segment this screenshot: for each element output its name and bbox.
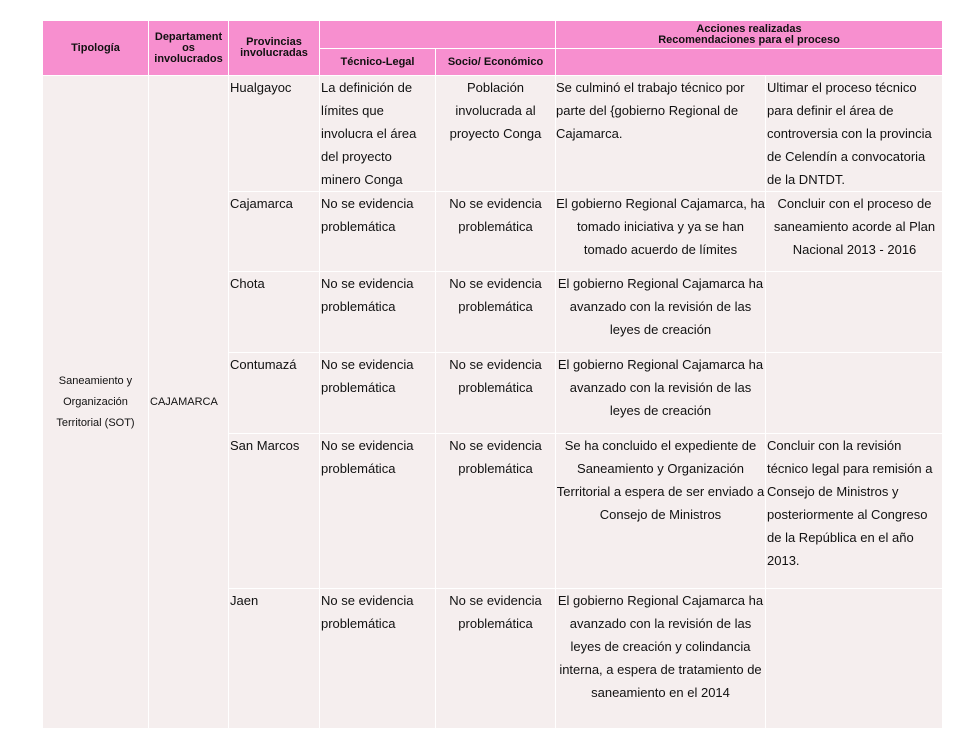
header-acciones: Acciones realizadas — [696, 22, 802, 35]
socio-cell: No se evidencia problemática — [436, 589, 556, 729]
tipologia-cell: Saneamiento y Organización Territorial (SOT) — [43, 76, 149, 729]
header-row-top — [43, 21, 943, 49]
recomendaciones-cell: Concluir con el proceso de saneamiento acorde al Plan Nacional 2013 - 2016 — [766, 192, 943, 272]
header-acciones-recomendaciones — [556, 21, 943, 49]
header-socio-economico: Socio/ Económico — [436, 49, 556, 76]
tecnico-cell: No se evidencia problemática — [320, 589, 436, 729]
provincia-cell: Cajamarca — [229, 192, 320, 272]
recomendaciones-cell — [766, 353, 943, 434]
acciones-cell: El gobierno Regional Cajamarca ha avanzado con la revisión de las leyes de creación — [556, 353, 766, 434]
provincia-cell: San Marcos — [229, 434, 320, 589]
recomendaciones-cell: Ultimar el proceso técnico para definir el área de controversia con la provincia de Celendín a convocatoria de la DNTDT. — [766, 76, 943, 192]
acciones-cell: El gobierno Regional Cajamarca ha avanzado con la revisión de las leyes de creación — [556, 272, 766, 353]
sot-table — [42, 20, 943, 729]
socio-cell: No se evidencia problemática — [436, 434, 556, 589]
tecnico-cell: No se evidencia problemática — [320, 434, 436, 589]
acciones-cell: Se culminó el trabajo técnico por parte del {gobierno Regional de Cajamarca. — [556, 76, 766, 192]
header-sub-blank — [556, 49, 943, 76]
tecnico-cell: No se evidencia problemática — [320, 272, 436, 353]
header-blank — [320, 21, 556, 49]
departamento-cell: CAJAMARCA — [149, 76, 229, 729]
tecnico-cell: No se evidencia problemática — [320, 353, 436, 434]
socio-cell: No se evidencia problemática — [436, 272, 556, 353]
header-tecnico-legal: Técnico-Legal — [320, 49, 436, 76]
socio-cell: No se evidencia problemática — [436, 192, 556, 272]
header-recomendaciones: Recomendaciones para el proceso — [658, 33, 840, 46]
acciones-cell: Se ha concluido el expediente de Saneamiento y Organización Territorial a espera de ser enviado a Consejo de Ministros — [556, 434, 766, 589]
table-row — [43, 76, 943, 192]
header-departamentos: Departament os involucrados — [149, 21, 229, 76]
header-provincias: Provincias involucradas — [229, 21, 320, 76]
recomendaciones-cell: Concluir con la revisión técnico legal para remisión a Consejo de Ministros y posteriormente al Congreso de la República en el año 2013. — [766, 434, 943, 589]
provincia-cell: Jaen — [229, 589, 320, 729]
header-tipologia: Tipología — [43, 21, 149, 76]
socio-cell: Población involucrada al proyecto Conga — [436, 76, 556, 192]
provincia-cell: Hualgayoc — [229, 76, 320, 192]
socio-cell: No se evidencia problemática — [436, 353, 556, 434]
acciones-cell: El gobierno Regional Cajamarca ha avanzado con la revisión de las leyes de creación y colindancia interna, a espera de tratamiento de saneamiento en el 2014 — [556, 589, 766, 729]
provincia-cell: Chota — [229, 272, 320, 353]
acciones-cell: El gobierno Regional Cajamarca, ha tomado iniciativa y ya se han tomado acuerdo de límites — [556, 192, 766, 272]
recomendaciones-cell — [766, 272, 943, 353]
recomendaciones-cell — [766, 589, 943, 729]
tecnico-cell: No se evidencia problemática — [320, 192, 436, 272]
provincia-cell: Contumazá — [229, 353, 320, 434]
tecnico-cell: La definición de límites que involucra el área del proyecto minero Conga — [320, 76, 436, 192]
